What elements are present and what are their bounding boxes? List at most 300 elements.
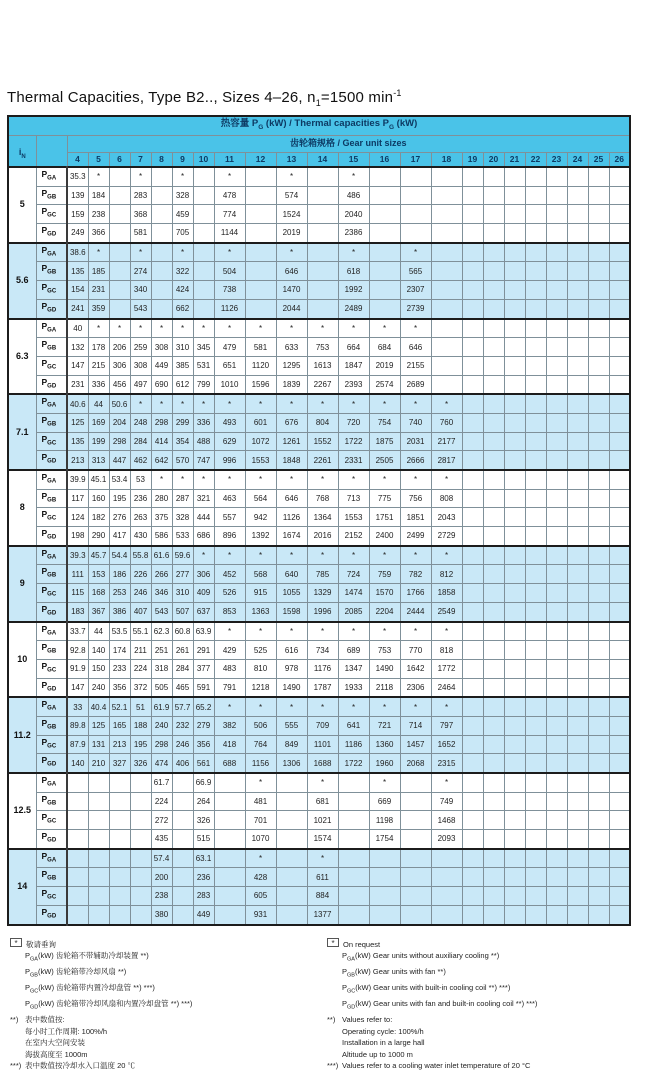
capacity-cell: 1490 bbox=[369, 659, 400, 678]
triple-asterisk-marker: ***) bbox=[327, 1061, 339, 1070]
capacity-cell bbox=[504, 470, 525, 489]
capacity-cell: 721 bbox=[369, 716, 400, 735]
capacity-cell: 284 bbox=[172, 659, 193, 678]
capacity-cell bbox=[567, 432, 588, 451]
capacity-cell bbox=[307, 262, 338, 281]
capacity-cell bbox=[588, 716, 609, 735]
capacity-cell: 61.9 bbox=[151, 697, 172, 716]
capacity-cell bbox=[525, 641, 546, 660]
capacity-cell bbox=[546, 224, 567, 243]
capacity-cell: 447 bbox=[109, 451, 130, 470]
capacity-cell: 140 bbox=[88, 641, 109, 660]
table-row bbox=[8, 527, 630, 546]
capacity-cell bbox=[67, 868, 88, 887]
capacity-cell bbox=[546, 243, 567, 262]
capacity-cell: * bbox=[245, 773, 276, 792]
capacity-cell: 65.2 bbox=[193, 697, 214, 716]
capacity-cell: * bbox=[369, 319, 400, 338]
capacity-cell: 1468 bbox=[431, 811, 462, 830]
capacity-cell: 35.3 bbox=[67, 167, 88, 186]
capacity-cell bbox=[567, 546, 588, 565]
ratio-value: 10 bbox=[8, 622, 36, 698]
p-label: $P_{GC}$ bbox=[36, 432, 67, 451]
capacity-cell bbox=[483, 565, 504, 584]
capacity-cell: 154 bbox=[67, 281, 88, 300]
capacity-cell bbox=[567, 338, 588, 357]
capacity-cell: * bbox=[338, 697, 369, 716]
capacity-cell bbox=[546, 546, 567, 565]
capacity-cell: * bbox=[214, 394, 245, 413]
capacity-cell: 195 bbox=[109, 489, 130, 508]
capacity-cell bbox=[588, 375, 609, 394]
capacity-cell bbox=[109, 830, 130, 849]
capacity-cell: 327 bbox=[109, 754, 130, 773]
capacity-cell: 135 bbox=[67, 432, 88, 451]
capacity-cell: 359 bbox=[88, 299, 109, 318]
capacity-cell bbox=[546, 641, 567, 660]
capacity-cell bbox=[369, 299, 400, 318]
p-label: $P_{GB}$ bbox=[36, 262, 67, 281]
size-column-header: 20 bbox=[483, 152, 504, 167]
capacity-cell bbox=[431, 905, 462, 924]
capacity-cell: 1875 bbox=[369, 432, 400, 451]
capacity-cell: 754 bbox=[369, 413, 400, 432]
table-row bbox=[8, 565, 630, 584]
capacity-cell bbox=[588, 735, 609, 754]
capacity-cell bbox=[609, 489, 630, 508]
capacity-cell bbox=[462, 716, 483, 735]
capacity-cell: 140 bbox=[67, 754, 88, 773]
capacity-cell: 1839 bbox=[276, 375, 307, 394]
capacity-cell bbox=[609, 887, 630, 906]
capacity-cell: * bbox=[369, 622, 400, 641]
capacity-cell: 2043 bbox=[431, 508, 462, 527]
capacity-cell bbox=[525, 754, 546, 773]
capacity-cell: 53.4 bbox=[109, 470, 130, 489]
table-row bbox=[8, 773, 630, 792]
capacity-cell bbox=[609, 167, 630, 186]
capacity-cell: 231 bbox=[67, 375, 88, 394]
capacity-cell: 2093 bbox=[431, 830, 462, 849]
capacity-cell: 274 bbox=[130, 262, 151, 281]
size-column-header: 10 bbox=[193, 152, 214, 167]
capacity-cell bbox=[400, 905, 431, 924]
capacity-cell: * bbox=[276, 167, 307, 186]
capacity-cell: 449 bbox=[151, 356, 172, 375]
table-row bbox=[8, 299, 630, 318]
size-column-header: 18 bbox=[431, 152, 462, 167]
table-row bbox=[8, 546, 630, 565]
size-column-header: 17 bbox=[400, 152, 431, 167]
capacity-cell: 611 bbox=[307, 868, 338, 887]
capacity-cell: 366 bbox=[88, 224, 109, 243]
note2-item: Altitude up to 1000 m bbox=[342, 1049, 413, 1059]
capacity-cell: 785 bbox=[307, 565, 338, 584]
capacity-cell bbox=[609, 527, 630, 546]
ratio-column-header: $i_N$ bbox=[8, 135, 36, 167]
on-request-line: * 敬请垂询 bbox=[10, 938, 315, 951]
capacity-cell bbox=[525, 205, 546, 224]
capacity-cell: 386 bbox=[109, 602, 130, 621]
capacity-cell bbox=[483, 792, 504, 811]
capacity-cell bbox=[525, 470, 546, 489]
capacity-cell bbox=[369, 849, 400, 868]
capacity-cell: 435 bbox=[151, 830, 172, 849]
capacity-cell: 2689 bbox=[400, 375, 431, 394]
capacity-cell: 2386 bbox=[338, 224, 369, 243]
capacity-cell: * bbox=[214, 622, 245, 641]
capacity-cell: 276 bbox=[109, 508, 130, 527]
capacity-cell bbox=[567, 868, 588, 887]
capacity-cell: 526 bbox=[214, 584, 245, 603]
capacity-cell bbox=[88, 773, 109, 792]
capacity-cell: 629 bbox=[214, 432, 245, 451]
capacity-cell: 368 bbox=[130, 205, 151, 224]
capacity-cell bbox=[338, 849, 369, 868]
capacity-cell: 328 bbox=[172, 508, 193, 527]
capacity-cell bbox=[588, 565, 609, 584]
capacity-cell bbox=[109, 262, 130, 281]
capacity-cell bbox=[546, 887, 567, 906]
capacity-cell bbox=[546, 716, 567, 735]
p-label: $P_{GA}$ bbox=[36, 394, 67, 413]
capacity-cell: 504 bbox=[214, 262, 245, 281]
p-label: $P_{GB}$ bbox=[36, 413, 67, 432]
table-row bbox=[8, 489, 630, 508]
capacity-cell bbox=[546, 508, 567, 527]
capacity-cell: 2085 bbox=[338, 602, 369, 621]
capacity-cell bbox=[546, 830, 567, 849]
capacity-cell: 40 bbox=[67, 319, 88, 338]
capacity-cell bbox=[546, 868, 567, 887]
capacity-cell bbox=[245, 243, 276, 262]
capacity-cell bbox=[525, 356, 546, 375]
capacity-cell bbox=[546, 735, 567, 754]
p-label: $P_{GD}$ bbox=[36, 527, 67, 546]
capacity-cell bbox=[588, 527, 609, 546]
capacity-cell bbox=[588, 432, 609, 451]
capacity-cell bbox=[483, 830, 504, 849]
capacity-cell: 238 bbox=[88, 205, 109, 224]
capacity-cell bbox=[151, 243, 172, 262]
capacity-cell: 424 bbox=[172, 281, 193, 300]
capacity-cell: 646 bbox=[400, 338, 431, 357]
capacity-cell: 54.4 bbox=[109, 546, 130, 565]
capacity-cell bbox=[546, 811, 567, 830]
capacity-cell: 33 bbox=[67, 697, 88, 716]
capacity-cell bbox=[567, 811, 588, 830]
capacity-cell: 356 bbox=[109, 678, 130, 697]
capacity-cell: 770 bbox=[400, 641, 431, 660]
page-title bbox=[7, 88, 650, 108]
capacity-cell: 456 bbox=[109, 375, 130, 394]
capacity-cell bbox=[504, 678, 525, 697]
capacity-cell: * bbox=[245, 470, 276, 489]
capacity-cell: 206 bbox=[109, 338, 130, 357]
table-row bbox=[8, 262, 630, 281]
p-label: $P_{GA}$ bbox=[36, 470, 67, 489]
capacity-cell bbox=[546, 489, 567, 508]
capacity-cell: * bbox=[276, 697, 307, 716]
capacity-cell bbox=[609, 375, 630, 394]
table-row bbox=[8, 754, 630, 773]
capacity-cell: * bbox=[245, 394, 276, 413]
capacity-cell: 1642 bbox=[400, 659, 431, 678]
size-column-header: 9 bbox=[172, 152, 193, 167]
capacity-cell: 33.7 bbox=[67, 622, 88, 641]
capacity-cell: 591 bbox=[193, 678, 214, 697]
capacity-cell bbox=[609, 849, 630, 868]
capacity-cell: 299 bbox=[172, 413, 193, 432]
capacity-cell: * bbox=[338, 167, 369, 186]
capacity-cell: * bbox=[400, 546, 431, 565]
capacity-cell bbox=[109, 811, 130, 830]
capacity-cell bbox=[462, 356, 483, 375]
footnotes-chinese bbox=[10, 938, 327, 1072]
capacity-cell: 612 bbox=[172, 375, 193, 394]
capacity-cell bbox=[609, 432, 630, 451]
title-text-mid: =1500 min bbox=[320, 89, 394, 106]
capacity-cell bbox=[504, 508, 525, 527]
table-row bbox=[8, 602, 630, 621]
capacity-cell: * bbox=[214, 319, 245, 338]
capacity-cell bbox=[431, 224, 462, 243]
table-row bbox=[8, 849, 630, 868]
capacity-cell: 2019 bbox=[369, 356, 400, 375]
capacity-cell: * bbox=[338, 546, 369, 565]
capacity-cell bbox=[525, 905, 546, 924]
capacity-cell bbox=[193, 299, 214, 318]
capacity-cell bbox=[193, 186, 214, 205]
capacity-cell bbox=[609, 186, 630, 205]
capacity-cell: 263 bbox=[130, 508, 151, 527]
capacity-cell: 55.8 bbox=[130, 546, 151, 565]
capacity-cell: 429 bbox=[214, 641, 245, 660]
capacity-cell: 2040 bbox=[338, 205, 369, 224]
capacity-cell: 557 bbox=[214, 508, 245, 527]
capacity-cell: 849 bbox=[276, 735, 307, 754]
capacity-cell: 2019 bbox=[276, 224, 307, 243]
capacity-cell bbox=[214, 887, 245, 906]
capacity-cell bbox=[504, 584, 525, 603]
capacity-cell bbox=[567, 319, 588, 338]
capacity-cell: 686 bbox=[193, 527, 214, 546]
capacity-cell: 147 bbox=[67, 356, 88, 375]
capacity-cell: 60.8 bbox=[172, 622, 193, 641]
capacity-cell: 2549 bbox=[431, 602, 462, 621]
capacity-cell bbox=[504, 319, 525, 338]
capacity-cell bbox=[462, 205, 483, 224]
capacity-cell: 224 bbox=[151, 792, 172, 811]
note2-item: Installation in a large hall bbox=[342, 1038, 425, 1047]
thermal-capacities-table bbox=[7, 115, 631, 926]
capacity-cell bbox=[609, 716, 630, 735]
capacity-cell: 605 bbox=[245, 887, 276, 906]
table-row bbox=[8, 338, 630, 357]
capacity-cell bbox=[172, 905, 193, 924]
capacity-cell bbox=[609, 641, 630, 660]
capacity-cell: 525 bbox=[245, 641, 276, 660]
capacity-cell bbox=[546, 394, 567, 413]
capacity-cell: * bbox=[172, 167, 193, 186]
capacity-cell bbox=[462, 830, 483, 849]
table-row bbox=[8, 470, 630, 489]
capacity-cell: 184 bbox=[88, 186, 109, 205]
capacity-cell: 462 bbox=[130, 451, 151, 470]
capacity-cell: 1652 bbox=[431, 735, 462, 754]
capacity-cell: 125 bbox=[67, 413, 88, 432]
capacity-cell bbox=[400, 773, 431, 792]
capacity-cell bbox=[245, 167, 276, 186]
capacity-cell: 2068 bbox=[400, 754, 431, 773]
p-label: $P_{GA}$ bbox=[36, 773, 67, 792]
capacity-cell: * bbox=[276, 546, 307, 565]
capacity-cell bbox=[525, 527, 546, 546]
capacity-cell: 183 bbox=[67, 602, 88, 621]
capacity-cell bbox=[609, 792, 630, 811]
capacity-cell bbox=[609, 659, 630, 678]
table-row bbox=[8, 319, 630, 338]
capacity-cell: 1772 bbox=[431, 659, 462, 678]
capacity-cell: 367 bbox=[88, 602, 109, 621]
capacity-cell bbox=[525, 565, 546, 584]
capacity-cell: 720 bbox=[338, 413, 369, 432]
capacity-cell: 63.9 bbox=[193, 622, 214, 641]
capacity-cell bbox=[609, 243, 630, 262]
capacity-cell bbox=[109, 224, 130, 243]
p-label: $P_{GC}$ bbox=[36, 887, 67, 906]
capacity-cell bbox=[609, 868, 630, 887]
capacity-cell: 791 bbox=[214, 678, 245, 697]
capacity-cell: 797 bbox=[431, 716, 462, 735]
capacity-cell bbox=[504, 243, 525, 262]
capacity-cell bbox=[567, 262, 588, 281]
capacity-cell: 884 bbox=[307, 887, 338, 906]
capacity-cell bbox=[588, 508, 609, 527]
capacity-cell: 308 bbox=[151, 338, 172, 357]
capacity-cell: 131 bbox=[88, 735, 109, 754]
capacity-cell bbox=[546, 338, 567, 357]
table-header-row-1 bbox=[8, 116, 630, 135]
table-row bbox=[8, 887, 630, 906]
capacity-cell bbox=[151, 167, 172, 186]
capacity-cell bbox=[504, 451, 525, 470]
capacity-cell bbox=[483, 716, 504, 735]
capacity-cell bbox=[525, 716, 546, 735]
table-row bbox=[8, 243, 630, 262]
table-row bbox=[8, 356, 630, 375]
capacity-cell bbox=[609, 584, 630, 603]
capacity-cell: 259 bbox=[130, 338, 151, 357]
capacity-cell bbox=[88, 792, 109, 811]
table-row bbox=[8, 678, 630, 697]
table-row bbox=[8, 735, 630, 754]
capacity-cell bbox=[546, 205, 567, 224]
double-asterisk-marker: **) bbox=[327, 1015, 336, 1024]
table-row bbox=[8, 830, 630, 849]
capacity-cell bbox=[151, 205, 172, 224]
capacity-cell bbox=[525, 508, 546, 527]
capacity-cell: 701 bbox=[245, 811, 276, 830]
capacity-cell: 1261 bbox=[276, 432, 307, 451]
capacity-cell: 89.8 bbox=[67, 716, 88, 735]
capacity-cell: 1126 bbox=[276, 508, 307, 527]
p-definition-line: $P_{GA}(kW)$ 齿轮箱不带辅助冷却装置 **) bbox=[25, 951, 149, 963]
capacity-cell: 210 bbox=[88, 754, 109, 773]
capacity-cell bbox=[214, 830, 245, 849]
capacity-cell: 747 bbox=[193, 451, 214, 470]
size-column-header: 12 bbox=[245, 152, 276, 167]
capacity-cell: * bbox=[307, 319, 338, 338]
capacity-cell bbox=[567, 451, 588, 470]
catalog-page bbox=[0, 88, 650, 1072]
capacity-cell: * bbox=[431, 622, 462, 641]
capacity-cell bbox=[214, 792, 245, 811]
p-label: $P_{GC}$ bbox=[36, 356, 67, 375]
capacity-cell: * bbox=[431, 394, 462, 413]
capacity-cell bbox=[172, 849, 193, 868]
capacity-cell: 406 bbox=[172, 754, 193, 773]
capacity-cell: 543 bbox=[130, 299, 151, 318]
note2-head-line: **) 表中数值按: bbox=[10, 1015, 65, 1024]
capacity-cell bbox=[567, 830, 588, 849]
capacity-cell: 1858 bbox=[431, 584, 462, 603]
size-column-header: 25 bbox=[588, 152, 609, 167]
capacity-cell bbox=[431, 243, 462, 262]
capacity-cell bbox=[546, 565, 567, 584]
capacity-cell bbox=[609, 319, 630, 338]
capacity-cell: 199 bbox=[88, 432, 109, 451]
capacity-cell: 308 bbox=[130, 356, 151, 375]
capacity-cell: 375 bbox=[151, 508, 172, 527]
capacity-cell: 1126 bbox=[214, 299, 245, 318]
capacity-cell: 249 bbox=[67, 224, 88, 243]
capacity-cell: 62.3 bbox=[151, 622, 172, 641]
capacity-cell bbox=[462, 697, 483, 716]
capacity-cell bbox=[109, 243, 130, 262]
capacity-cell: 115 bbox=[67, 584, 88, 603]
capacity-cell: 213 bbox=[67, 451, 88, 470]
p-label-column-header bbox=[36, 135, 67, 167]
capacity-cell bbox=[588, 849, 609, 868]
capacity-cell bbox=[483, 602, 504, 621]
capacity-cell: 810 bbox=[245, 659, 276, 678]
capacity-cell bbox=[276, 868, 307, 887]
capacity-cell bbox=[546, 375, 567, 394]
capacity-cell: 1055 bbox=[276, 584, 307, 603]
capacity-cell: 328 bbox=[172, 186, 193, 205]
capacity-cell bbox=[525, 678, 546, 697]
capacity-cell bbox=[400, 224, 431, 243]
capacity-cell: * bbox=[276, 470, 307, 489]
capacity-cell bbox=[504, 299, 525, 318]
capacity-cell: 298 bbox=[151, 735, 172, 754]
capacity-cell bbox=[400, 849, 431, 868]
capacity-cell bbox=[483, 622, 504, 641]
capacity-cell bbox=[546, 754, 567, 773]
capacity-cell bbox=[276, 773, 307, 792]
capacity-cell bbox=[245, 262, 276, 281]
capacity-cell bbox=[609, 773, 630, 792]
note2-head-line: **) Values refer to: bbox=[327, 1015, 393, 1024]
capacity-cell: 1176 bbox=[307, 659, 338, 678]
ratio-value: 7.1 bbox=[8, 394, 36, 470]
capacity-cell: 200 bbox=[151, 868, 172, 887]
capacity-cell bbox=[609, 811, 630, 830]
capacity-cell: 264 bbox=[193, 792, 214, 811]
capacity-cell bbox=[567, 186, 588, 205]
capacity-cell bbox=[483, 508, 504, 527]
